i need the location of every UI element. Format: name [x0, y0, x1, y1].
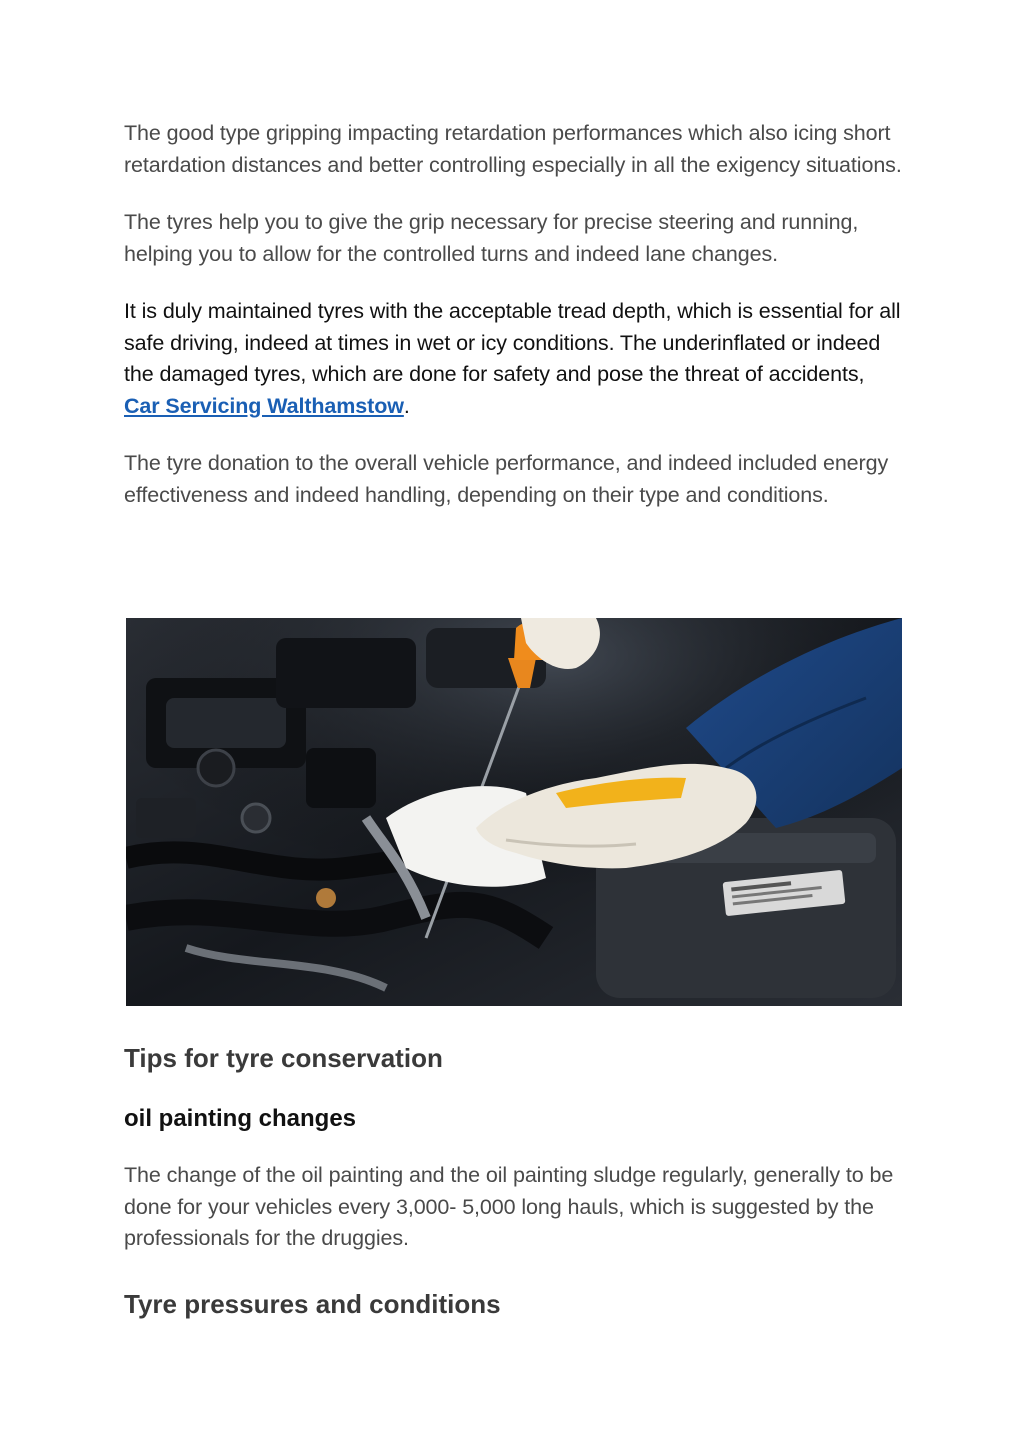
paragraph-tread-depth-end: . [403, 393, 410, 418]
heading-tips: Tips for tyre conservation [124, 1043, 443, 1073]
paragraph-tread-depth [124, 296, 904, 422]
car-servicing-link[interactable]: Car Servicing Walthamstow [124, 393, 404, 418]
document-body [124, 118, 904, 537]
paragraph-vehicle-performance: The tyre donation to the overall vehicle performance, and indeed included energy effectiveness and indeed handling, depending on their type and conditions. [124, 451, 889, 507]
engine-oil-check-photo [126, 618, 902, 1006]
paragraph-tread-depth-text: It is duly maintained tyres with the acceptable tread depth, which is essential for all safe driving, indeed at times in wet or icy conditions. The underinflated or indeed the damaged tyres, which are done for safety and pose the threat of accidents, [124, 299, 901, 386]
paragraph-steering: The tyres help you to give the grip necessary for precise steering and running, helping you to allow for the controlled turns and indeed lane changes. [124, 210, 859, 266]
heading-oil-changes: oil painting changes [124, 1105, 357, 1132]
paragraph-grip-performance: The good type gripping impacting retardation performances which also icing short retardation distances and better controlling especially in all the exigency situations. [124, 121, 902, 177]
paragraph-oil-change: The change of the oil painting and the oil painting sludge regularly, generally to be done for your vehicles every 3,000- 5,000 long hauls, which is suggested by the professionals for the druggies. [124, 1163, 894, 1250]
heading-tyre-pressures: Tyre pressures and conditions [124, 1289, 501, 1319]
